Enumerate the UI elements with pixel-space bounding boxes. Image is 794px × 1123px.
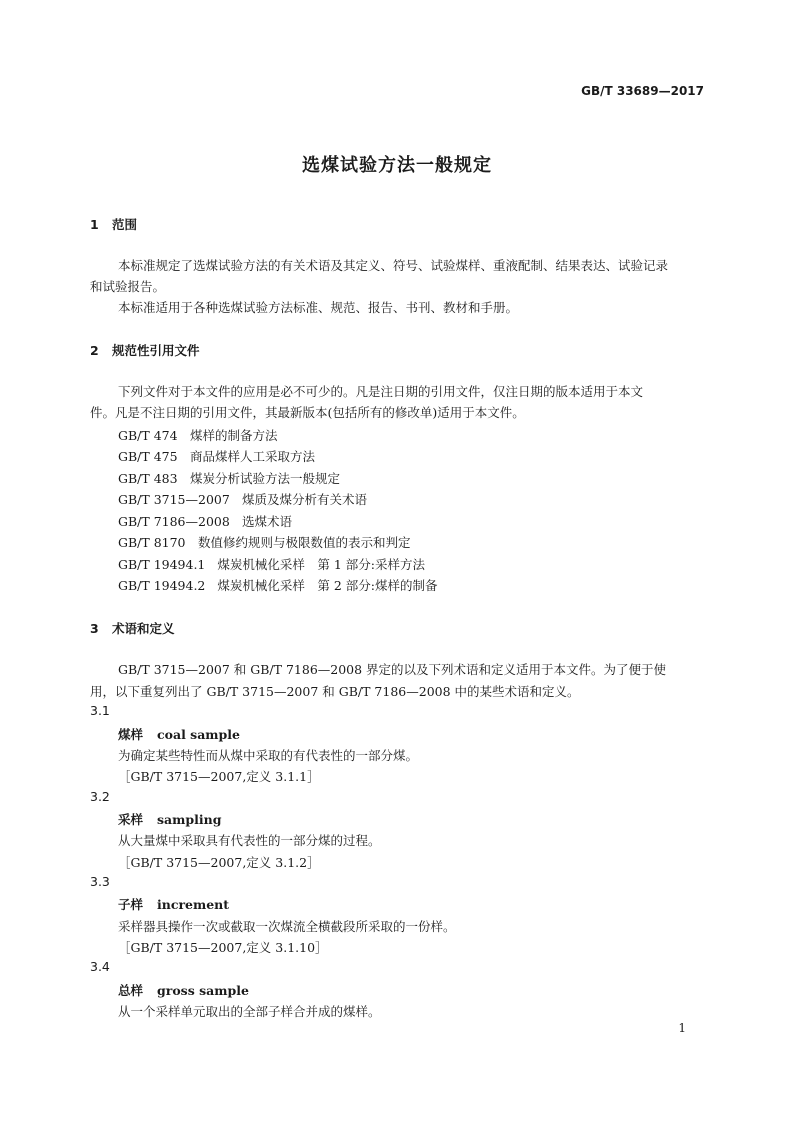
paragraph: 件。凡是不注日期的引用文件，其最新版本(包括所有的修改单)适用于本文件。 [90, 405, 525, 420]
term-en: sampling [157, 812, 222, 827]
reference-title: 选煤术语 [242, 514, 293, 529]
clause-number: 3.3 [90, 874, 110, 889]
reference-code: GB/T 19494.1 [118, 557, 206, 572]
term-source: ［GB/T 3715—2007,定义 3.1.2］ [118, 855, 320, 870]
document-title: 选煤试验方法一般规定 [302, 155, 492, 176]
term-definition: 采样器具操作一次或截取一次煤流全横截段所采取的一份样。 [118, 919, 456, 934]
term-en: coal sample [157, 727, 240, 742]
reference-item [118, 533, 411, 551]
paragraph: 本标准规定了选煤试验方法的有关术语及其定义、符号、试验煤样、重液配制、结果表达、试验记录 [118, 258, 669, 273]
term-source: ［GB/T 3715—2007,定义 3.1.1］ [118, 769, 320, 784]
reference-title: 商品煤样人工采取方法 [190, 449, 316, 464]
reference-item [118, 447, 315, 465]
term-en: increment [157, 897, 230, 912]
clause-number: 3.1 [90, 703, 110, 718]
paragraph: 下列文件对于本文件的应用是必不可少的。凡是注日期的引用文件，仅注日期的版本适用于本文 [118, 384, 644, 399]
section-number: 3 [90, 621, 99, 636]
reference-code: GB/T 3715—2007 [118, 492, 230, 507]
reference-title: 煤质及煤分析有关术语 [242, 492, 368, 507]
term-entry [118, 725, 240, 743]
reference-item [118, 426, 278, 444]
clause-number: 3.2 [90, 789, 110, 804]
reference-code: GB/T 483 [118, 471, 178, 486]
section-title: 规范性引用文件 [112, 343, 200, 358]
document-code: GB/T 33689—2017 [581, 84, 704, 98]
reference-title: 数值修约规则与极限数值的表示和判定 [198, 535, 411, 550]
reference-title: 煤样的制备方法 [190, 428, 278, 443]
term-entry [118, 981, 249, 999]
paragraph: 和试验报告。 [90, 279, 166, 294]
clause-number: 3.4 [90, 959, 110, 974]
paragraph: 用，以下重复列出了 GB/T 3715—2007 和 GB/T 7186—2008 中的某些术语和定义。 [90, 684, 580, 699]
reference-title: 煤炭机械化采样 第 1 部分:采样方法 [217, 557, 426, 572]
term-entry [118, 895, 229, 913]
paragraph: 本标准适用于各种选煤试验方法标准、规范、报告、书刊、教材和手册。 [118, 300, 519, 315]
section-3-heading [90, 619, 175, 637]
reference-title: 煤炭机械化采样 第 2 部分:煤样的制备 [217, 578, 438, 593]
term-entry [118, 810, 221, 828]
section-number: 2 [90, 343, 99, 358]
reference-item [118, 576, 438, 594]
reference-title: 煤炭分析试验方法一般规定 [190, 471, 341, 486]
reference-item [118, 469, 340, 487]
reference-code: GB/T 475 [118, 449, 178, 464]
section-number: 1 [90, 217, 99, 232]
term-definition: 为确定某些特性而从煤中采取的有代表性的一部分煤。 [118, 748, 419, 763]
page-number: 1 [678, 1021, 686, 1035]
reference-code: GB/T 474 [118, 428, 178, 443]
reference-code: GB/T 19494.2 [118, 578, 206, 593]
reference-code: GB/T 8170 [118, 535, 186, 550]
reference-item [118, 512, 292, 530]
term-zh: 总样 [118, 983, 144, 998]
term-definition: 从一个采样单元取出的全部子样合并成的煤样。 [118, 1004, 381, 1019]
term-source: ［GB/T 3715—2007,定义 3.1.10］ [118, 940, 328, 955]
section-2-heading [90, 341, 200, 359]
reference-item [118, 490, 367, 508]
term-zh: 煤样 [118, 727, 144, 742]
reference-code: GB/T 7186—2008 [118, 514, 230, 529]
reference-item [118, 555, 425, 573]
term-en: gross sample [157, 983, 249, 998]
paragraph: GB/T 3715—2007 和 GB/T 7186—2008 界定的以及下列术语和定义适用于本文件。为了便于使 [118, 662, 667, 677]
term-zh: 子样 [118, 897, 144, 912]
section-title: 术语和定义 [112, 621, 175, 636]
section-1-heading [90, 215, 137, 233]
section-title: 范围 [112, 217, 138, 232]
term-definition: 从大量煤中采取具有代表性的一部分煤的过程。 [118, 833, 381, 848]
term-zh: 采样 [118, 812, 144, 827]
